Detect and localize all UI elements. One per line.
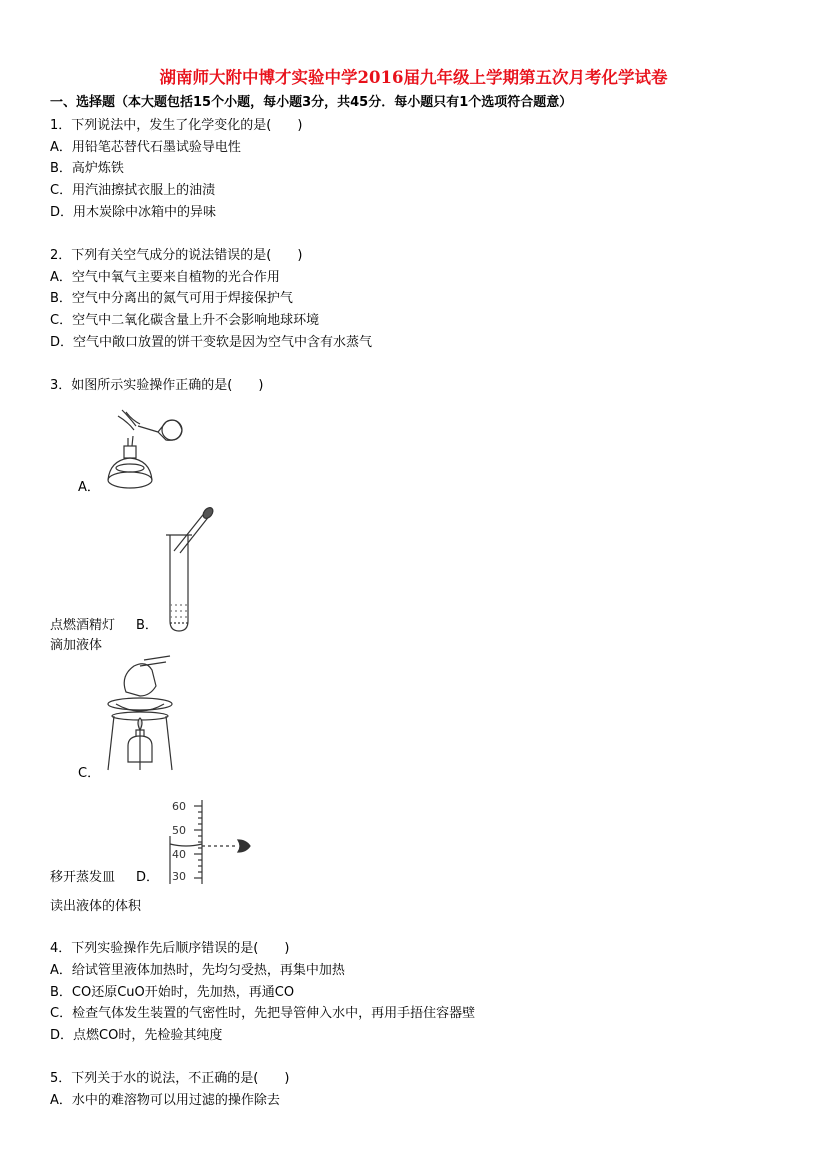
question-4-option-c[interactable]: C．检查气体发生装置的气密性时，先把导管伸入水中，再用手捂住容器壁: [50, 1006, 476, 1021]
figure-alcohol-lamp: [100, 408, 190, 494]
question-4-option-a[interactable]: A．给试管里液体加热时，先均匀受热，再集中加热: [50, 963, 345, 978]
question-2-option-b[interactable]: B．空气中分离出的氮气可用于焊接保护气: [50, 291, 293, 306]
question-4-option-b[interactable]: B．CO还原CuO开始时，先加热，再通CO: [50, 985, 295, 1000]
question-3-option-a-caption: 点燃酒精灯: [50, 618, 116, 633]
question-3-option-d-caption: 读出液体的体积: [50, 899, 142, 914]
question-1-option-d[interactable]: D．用木炭除中冰箱中的异味: [50, 205, 217, 220]
question-1-stem: 1．下列说法中，发生了化学变化的是( ): [50, 118, 303, 133]
question-2-option-c[interactable]: C．空气中二氧化碳含量上升不会影响地球环境: [50, 313, 320, 328]
question-2-stem: 2．下列有关空气成分的说法错误的是( ): [50, 248, 303, 263]
figure-evaporating-dish: [100, 656, 180, 778]
question-2-option-a[interactable]: A．空气中氧气主要来自植物的光合作用: [50, 270, 280, 285]
question-5-stem: 5．下列关于水的说法，不正确的是( ): [50, 1071, 290, 1086]
question-2-option-d[interactable]: D．空气中敞口放置的饼干变软是因为空气中含有水蒸气: [50, 335, 373, 350]
question-5-option-a[interactable]: A．水中的难溶物可以用过滤的操作除去: [50, 1093, 280, 1108]
question-3-option-c-letter[interactable]: C．: [78, 766, 101, 781]
question-1-option-b[interactable]: B．高炉炼铁: [50, 161, 124, 176]
figure-dropper-test-tube: [160, 505, 220, 633]
question-3-option-d-letter[interactable]: D．: [136, 870, 160, 885]
question-1-option-c[interactable]: C．用汽油擦拭衣服上的油渍: [50, 183, 216, 198]
section-heading: 一、选择题（本大题包括15个小题，每小题3分，共45分．每小题只有1个选项符合题意）: [50, 95, 573, 110]
question-3-option-a-letter[interactable]: A．: [78, 480, 100, 495]
exam-title: 湖南师大附中博才实验中学2016届九年级上学期第五次月考化学试卷: [159, 68, 668, 87]
cylinder-tick-60: 60: [172, 800, 186, 813]
question-4-option-d[interactable]: D．点燃CO时，先检验其纯度: [50, 1028, 223, 1043]
question-1-option-a[interactable]: A．用铅笔芯替代石墨试验导电性: [50, 140, 241, 155]
cylinder-tick-40: 40: [172, 848, 186, 861]
question-3-option-b-letter[interactable]: B．: [136, 618, 158, 633]
figure-graduated-cylinder: [166, 796, 260, 886]
question-4-stem: 4．下列实验操作先后顺序错误的是( ): [50, 941, 290, 956]
cylinder-tick-50: 50: [172, 824, 186, 837]
question-3-stem: 3．如图所示实验操作正确的是( ): [50, 378, 264, 393]
question-3-option-b-caption: 滴加液体: [50, 638, 103, 653]
cylinder-tick-30: 30: [172, 870, 186, 883]
question-3-option-c-caption: 移开蒸发皿: [50, 870, 116, 885]
